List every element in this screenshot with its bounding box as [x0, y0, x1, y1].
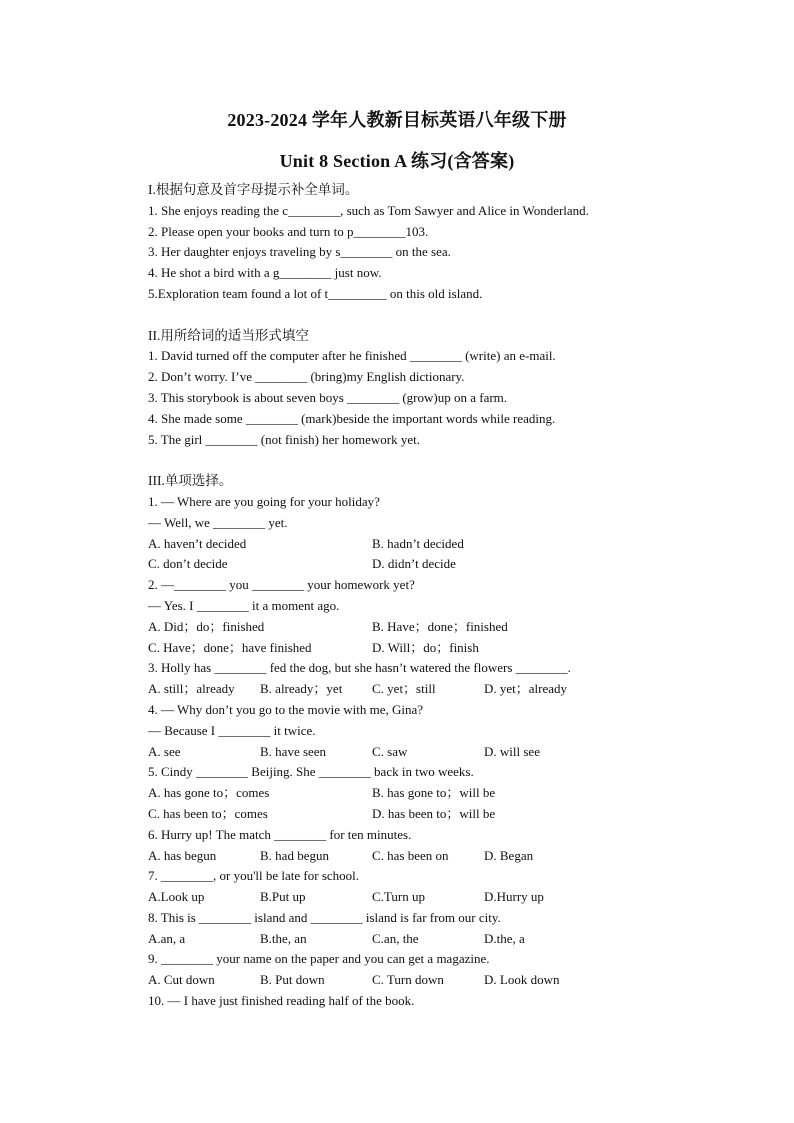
option-c: C.an, the — [372, 930, 419, 946]
option-b: B. has gone to；will be — [372, 785, 496, 801]
section-1-item: 4. He shot a bird with a g________ just now. — [148, 265, 382, 281]
option-b: B. Put down — [260, 972, 325, 988]
option-d: D. Look down — [484, 972, 560, 988]
section-1-heading: I.根据句意及首字母提示补全单词。 — [148, 182, 359, 197]
question-2-options — [148, 617, 668, 638]
option-d: D. Began — [484, 847, 534, 863]
option-c: C. don’t decide — [148, 556, 228, 572]
option-d: D. yet；already — [484, 681, 568, 697]
question-5-stem: 5. Cindy ________ Beijing. She ________ back in two weeks. — [148, 764, 474, 780]
question-7-stem: 7. ________, or you'll be late for school. — [148, 868, 360, 884]
document-subtitle: Unit 8 Section A 练习(含答案) — [279, 151, 515, 171]
option-a: A. has gone to；comes — [148, 785, 270, 801]
option-c: C. yet；still — [372, 681, 436, 697]
option-b: B.Put up — [260, 889, 306, 905]
option-d: D. will see — [484, 743, 540, 759]
question-2-stem: 2. —________ you ________ your homework yet? — [148, 577, 415, 593]
question-4-options — [148, 742, 668, 763]
question-2-stem: — Yes. I ________ it a moment ago. — [148, 597, 340, 613]
section-2-item: 1. David turned off the computer after he finished ________ (write) an e-mail. — [148, 348, 556, 364]
option-a: A. still；already — [148, 681, 235, 697]
option-d: D.Hurry up — [484, 889, 544, 905]
section-2-item: 5. The girl ________ (not finish) her homework yet. — [148, 431, 420, 447]
question-2-options — [148, 638, 668, 659]
option-c: C. saw — [372, 743, 408, 759]
question-1-options — [148, 534, 668, 555]
option-b: B.the, an — [260, 930, 307, 946]
option-c: C. has been to；comes — [148, 805, 268, 821]
option-d: D.the, a — [484, 930, 525, 946]
question-8-stem: 8. This is ________ island and ________ island is far from our city. — [148, 909, 501, 925]
section-1-item: 1. She enjoys reading the c________, such as Tom Sawyer and Alice in Wonderland. — [148, 202, 589, 218]
section-1-item: 3. Her daughter enjoys traveling by s________ on the sea. — [148, 244, 451, 260]
question-10-stem: 10. — I have just finished reading half of the book. — [148, 993, 415, 1009]
option-a: A. Cut down — [148, 972, 215, 988]
question-5-options — [148, 783, 668, 804]
section-2-item: 2. Don’t worry. I’ve ________ (bring)my English dictionary. — [148, 369, 465, 385]
question-1-stem: — Well, we ________ yet. — [148, 514, 288, 530]
option-a: A. Did；do；finished — [148, 618, 265, 634]
option-d: D. Will；do；finish — [372, 639, 479, 655]
question-1-options — [148, 554, 668, 575]
question-6-stem: 6. Hurry up! The match ________ for ten minutes. — [148, 826, 412, 842]
option-c: C. Turn down — [372, 972, 444, 988]
option-c: C. has been on — [372, 847, 449, 863]
option-d: D. has been to；will be — [372, 805, 496, 821]
option-a: A. has begun — [148, 847, 217, 863]
question-4-stem: — Because I ________ it twice. — [148, 722, 316, 738]
option-b: B. have seen — [260, 743, 327, 759]
question-6-options — [148, 846, 668, 867]
option-d: D. didn’t decide — [372, 556, 456, 572]
question-9-stem: 9. ________ your name on the paper and you can get a magazine. — [148, 951, 490, 967]
option-a: A.an, a — [148, 930, 186, 946]
question-3-stem: 3. Holly has ________ fed the dog, but she hasn’t watered the flowers ________. — [148, 660, 571, 676]
option-c: C. Have；done；have finished — [148, 639, 312, 655]
worksheet-body — [148, 180, 668, 1012]
option-b: B. already；yet — [260, 681, 343, 697]
section-3-heading: III.单项选择。 — [148, 473, 233, 489]
question-5-options — [148, 804, 668, 825]
section-2-item: 4. She made some ________ (mark)beside the important words while reading. — [148, 410, 556, 426]
option-a: A.Look up — [148, 889, 205, 905]
option-a: A. haven’t decided — [148, 535, 247, 551]
question-1-stem: 1. — Where are you going for your holiday? — [148, 493, 380, 509]
document-title: 2023-2024 学年人教新目标英语八年级下册 — [227, 110, 567, 130]
question-8-options — [148, 929, 668, 950]
section-2-item: 3. This storybook is about seven boys ________ (grow)up on a farm. — [148, 389, 508, 405]
option-b: B. Have；done；finished — [372, 618, 508, 634]
option-c: C.Turn up — [372, 889, 425, 905]
section-1-item: 5.Exploration team found a lot of t_________ on this old island. — [148, 285, 483, 301]
question-4-stem: 4. — Why don’t you go to the movie with me, Gina? — [148, 701, 424, 717]
question-9-options — [148, 970, 668, 991]
question-3-options — [148, 679, 668, 700]
question-7-options — [148, 887, 668, 908]
option-a: A. see — [148, 743, 181, 759]
section-1-item: 2. Please open your books and turn to p________103. — [148, 223, 429, 239]
option-b: B. had begun — [260, 847, 329, 863]
option-b: B. hadn’t decided — [372, 535, 464, 551]
section-2-heading: II.用所给词的适当形式填空 — [148, 327, 309, 343]
